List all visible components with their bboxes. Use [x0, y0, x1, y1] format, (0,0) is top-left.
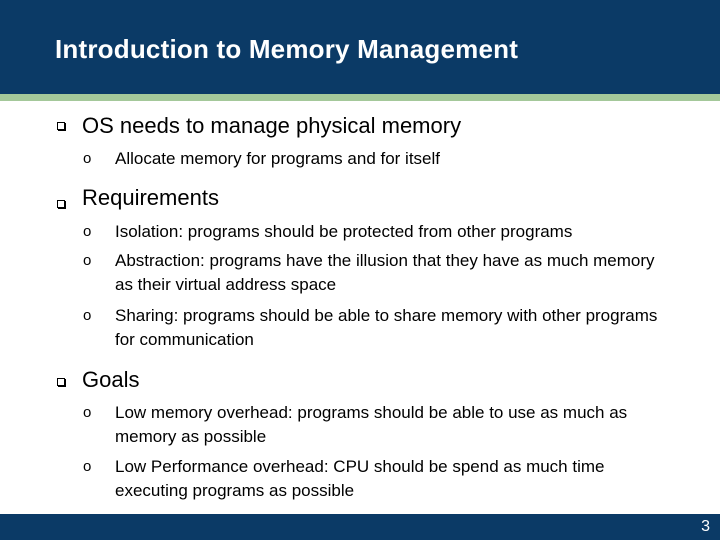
circle-sub-bullet-icon: o [83, 404, 92, 421]
sub-bullet-sharing: Sharing: programs should be able to share memory with other programs for communication [115, 306, 658, 349]
circle-sub-bullet-icon: o [83, 150, 92, 167]
slide-title: Introduction to Memory Management [55, 34, 519, 64]
bullet-requirements: Requirements [82, 185, 219, 210]
sub-bullet-abstraction: Abstraction: programs have the illusion that they have as much memory as their virtual address space [115, 251, 655, 294]
bullet-os-needs: OS needs to manage physical memory [82, 113, 462, 138]
sub-bullet-isolation: Isolation: programs should be protected from other programs [115, 222, 573, 241]
circle-sub-bullet-icon: o [83, 223, 92, 240]
bullet-goals: Goals [82, 367, 140, 392]
sub-bullet-performance-overhead: Low Performance overhead: CPU should be spend as much time executing programs as possible [115, 457, 605, 500]
hollow-square-bullet-icon [57, 122, 65, 130]
sub-bullet-memory-overhead: Low memory overhead: programs should be able to use as much as memory as possible [115, 403, 628, 446]
hollow-square-bullet-icon [57, 378, 65, 386]
footer-bar [0, 514, 720, 540]
circle-sub-bullet-icon: o [83, 458, 92, 475]
sub-bullet-allocate: Allocate memory for programs and for itself [115, 149, 441, 168]
page-number: 3 [701, 518, 710, 535]
hollow-square-bullet-icon [57, 200, 65, 208]
circle-sub-bullet-icon: o [83, 252, 92, 269]
circle-sub-bullet-icon: o [83, 307, 92, 324]
